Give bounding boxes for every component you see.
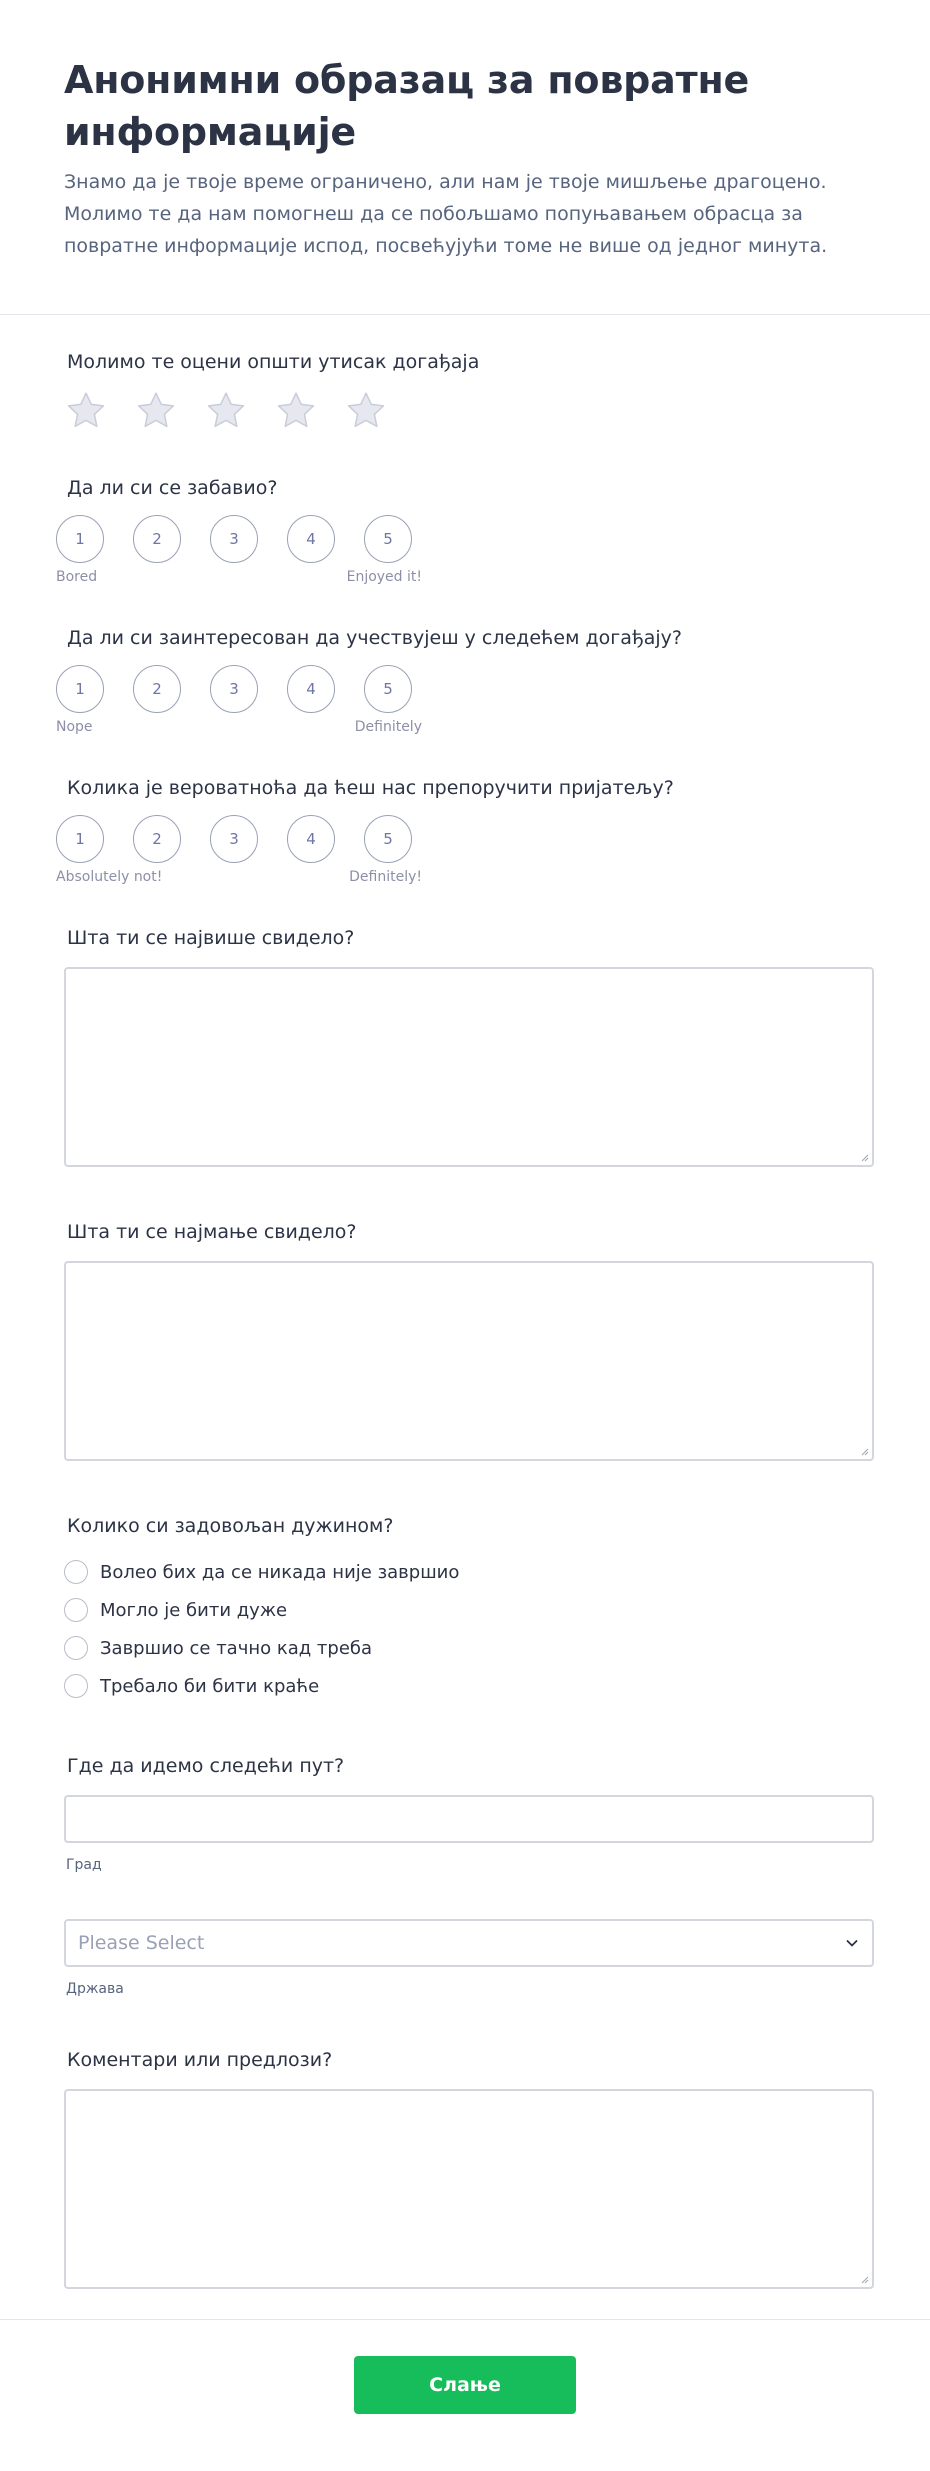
form-footer <box>0 2319 930 2454</box>
scale-option-4[interactable]: 4 <box>287 665 335 713</box>
question-next-location <box>64 1753 866 1997</box>
question-comments <box>64 2047 866 2289</box>
country-select[interactable] <box>64 1919 874 1967</box>
radio-label: Завршио се тачно кад треба <box>100 1637 373 1659</box>
radio-option[interactable] <box>64 1553 866 1591</box>
star-icon[interactable] <box>274 389 318 433</box>
question-label: Да ли си заинтересован да учествујеш у следећем догађају? <box>67 627 682 649</box>
star-icon[interactable] <box>64 389 108 433</box>
radio-option[interactable] <box>64 1629 866 1667</box>
submit-button[interactable]: Слање <box>354 2356 576 2414</box>
question-label: Колико си задовољан дужином? <box>67 1515 394 1537</box>
scale-option-4[interactable]: 4 <box>287 515 335 563</box>
question-fun <box>56 475 866 585</box>
resize-grip-icon[interactable] <box>859 1152 869 1162</box>
star-icon[interactable] <box>344 389 388 433</box>
radio-option[interactable] <box>64 1667 866 1705</box>
radio-button[interactable] <box>64 1636 88 1660</box>
scale-option-3[interactable]: 3 <box>210 665 258 713</box>
radio-button[interactable] <box>64 1560 88 1584</box>
question-label: Да ли си се забавио? <box>67 477 278 499</box>
scale-low-label: Absolutely not! <box>56 869 163 885</box>
question-label: Шта ти се најмање свидело? <box>67 1221 357 1243</box>
star-rating <box>64 389 866 433</box>
radio-label: Могло је бити дуже <box>100 1599 288 1621</box>
radio-button[interactable] <box>64 1674 88 1698</box>
liked-least-textarea[interactable] <box>64 1261 874 1461</box>
scale-option-2[interactable]: 2 <box>133 815 181 863</box>
scale-low-label: Nope <box>56 719 93 735</box>
radio-group <box>64 1553 866 1705</box>
scale-rating <box>56 815 464 885</box>
question-interest <box>56 625 866 735</box>
scale-high-label: Enjoyed it! <box>346 569 422 585</box>
question-label: Где да идемо следећи пут? <box>67 1755 345 1777</box>
scale-option-3[interactable]: 3 <box>210 515 258 563</box>
comments-textarea[interactable] <box>64 2089 874 2289</box>
question-liked-most <box>64 925 866 1167</box>
liked-most-textarea[interactable] <box>64 967 874 1167</box>
scale-high-label: Definitely! <box>349 869 422 885</box>
scale-option-5[interactable]: 5 <box>364 815 412 863</box>
radio-label: Требало би бити краће <box>100 1675 320 1697</box>
scale-option-5[interactable]: 5 <box>364 665 412 713</box>
scale-low-label: Bored <box>56 569 98 585</box>
question-label: Молимо те оцени општи утисак догађаја <box>67 351 480 373</box>
scale-option-1[interactable]: 1 <box>56 815 104 863</box>
radio-button[interactable] <box>64 1598 88 1622</box>
question-overall-rating <box>64 349 866 433</box>
star-icon[interactable] <box>204 389 248 433</box>
radio-option[interactable] <box>64 1591 866 1629</box>
form-description: Знамо да је твоје време ограничено, али нам је твоје мишљење драгоцено. Молимо те да нам помогнеш да се побољшамо попуњавањем обрасца за повратне информације испод, посвећујући томе не више од једног минута. <box>64 171 828 257</box>
form-body <box>0 315 930 2289</box>
form-title: Анонимни образац за повратне информације <box>64 58 750 154</box>
resize-grip-icon[interactable] <box>859 2274 869 2284</box>
scale-option-1[interactable]: 1 <box>56 665 104 713</box>
star-icon[interactable] <box>134 389 178 433</box>
scale-high-label: Definitely <box>354 719 422 735</box>
question-duration <box>64 1513 866 1705</box>
scale-option-5[interactable]: 5 <box>364 515 412 563</box>
country-sublabel: Држава <box>66 1981 124 1997</box>
scale-option-3[interactable]: 3 <box>210 815 258 863</box>
scale-option-2[interactable]: 2 <box>133 515 181 563</box>
scale-option-4[interactable]: 4 <box>287 815 335 863</box>
form-header <box>0 0 930 315</box>
city-input[interactable] <box>64 1795 874 1843</box>
scale-option-2[interactable]: 2 <box>133 665 181 713</box>
city-sublabel: Град <box>66 1857 102 1873</box>
question-label: Шта ти се највише свидело? <box>67 927 355 949</box>
chevron-down-icon <box>844 1935 860 1951</box>
question-label: Коментари или предлози? <box>67 2049 333 2071</box>
radio-label: Волео бих да се никада није завршио <box>100 1561 460 1583</box>
question-recommend <box>56 775 866 885</box>
scale-rating <box>56 665 464 735</box>
resize-grip-icon[interactable] <box>859 1446 869 1456</box>
question-liked-least <box>64 1219 866 1461</box>
country-select-placeholder: Please Select <box>78 1932 205 1954</box>
scale-rating <box>56 515 464 585</box>
scale-option-1[interactable]: 1 <box>56 515 104 563</box>
question-label: Колика је вероватноћа да ћеш нас препоручити пријатељу? <box>67 777 674 799</box>
